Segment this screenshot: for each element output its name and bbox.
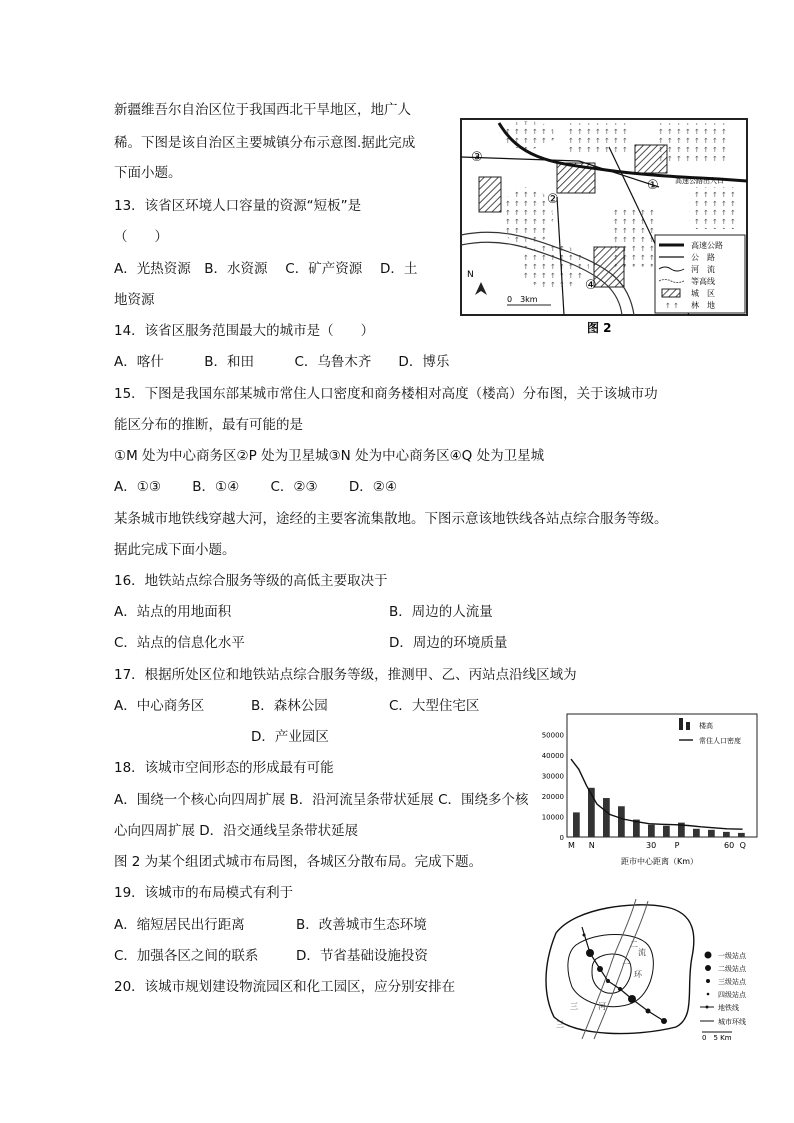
- question-19-option-a: A．缩短居民出行距离: [114, 917, 245, 933]
- height-bar: [618, 806, 625, 837]
- svg-text:高速公路: 高速公路: [691, 241, 723, 250]
- height-bar: [708, 830, 715, 837]
- intro-line-1: 新疆维吾尔自治区位于我国西北干旱地区，地广人: [114, 102, 411, 118]
- north-arrow-label: N: [467, 270, 474, 280]
- svg-text:河 流: 河 流: [691, 265, 715, 274]
- svg-text:河: 河: [598, 1002, 606, 1011]
- question-17-option-d: D．产业园区: [251, 729, 329, 745]
- svg-text:三: 三: [570, 1002, 578, 1011]
- svg-text:林 地: 林 地: [691, 301, 715, 310]
- question-13: 13．该省区环境人口容量的资源“短板”是: [114, 198, 362, 214]
- height-bar: [648, 825, 655, 837]
- question-18-options: A．围绕一个核心向四周扩展 B．沿河流呈条带状延展 C．围绕多个核: [114, 792, 529, 808]
- question-19-option-c: C．加强各区之间的联系: [114, 948, 259, 964]
- question-16-option-b: B．周边的人流量: [389, 604, 493, 620]
- svg-text:公 路: 公 路: [691, 253, 715, 262]
- x-tick-label: P: [674, 841, 680, 850]
- question-17-option-c: C．大型住宅区: [389, 698, 480, 714]
- question-13-bracket: （ ）: [114, 229, 168, 245]
- intro-line-4: 某条城市地铁线穿越大河，途经的主要客流集散地。下图示意该地铁线各站点综合服务等级。: [114, 511, 668, 527]
- question-17-option-a: A．中心商务区: [114, 698, 205, 714]
- question-16: 16．地铁站点综合服务等级的高低主要取决于: [114, 573, 388, 589]
- svg-text:↑ ↑: ↑ ↑: [665, 302, 679, 310]
- x-tick-label: N: [588, 841, 595, 850]
- x-tick-label: Q: [739, 841, 746, 850]
- question-18: 18．该城市空间形态的形成最有可能: [114, 760, 334, 776]
- x-tick-label: 60: [724, 841, 735, 850]
- question-14-options: A．喀什 B．和田 C．乌鲁木齐 D．博乐: [114, 354, 450, 370]
- y-tick-label: 0: [559, 834, 564, 842]
- question-16-option-c: C．站点的信息化水平: [114, 635, 245, 651]
- svg-text:二级站点: 二级站点: [718, 965, 746, 973]
- svg-text:地铁线: 地铁线: [718, 1004, 739, 1012]
- svg-text:二: 二: [630, 940, 638, 949]
- legend-bar-label: 楼高: [699, 722, 713, 730]
- chart-x-axis-label: 距市中心距离（Km）: [621, 857, 699, 866]
- svg-text:流: 流: [638, 948, 646, 957]
- question-16-option-a: A．站点的用地面积: [114, 604, 232, 620]
- height-bar: [573, 812, 580, 837]
- question-15-cont: 能区分布的推断，最有可能的是: [114, 417, 303, 433]
- legend-line-label: 常住人口密度: [699, 737, 741, 745]
- map-caption: 图 2: [587, 321, 612, 335]
- svg-text:①: ①: [647, 178, 659, 193]
- intro-line-5: 据此完成下面小题。: [114, 542, 236, 558]
- svg-text:等高线: 等高线: [691, 277, 715, 286]
- intro-line-6: 图 2 为某个组团式城市布局图，各城区分散布局。完成下题。: [114, 854, 483, 870]
- intro-line-2: 稀。下图是该自治区主要城镇分布示意图.据此完成: [114, 135, 416, 151]
- question-19: 19．该城市的布局模式有利于: [114, 885, 294, 901]
- y-tick-label: 20000: [541, 793, 564, 801]
- question-19-option-b: B．改善城市生态环境: [296, 917, 427, 933]
- question-13-options-cont: 地资源: [114, 292, 155, 308]
- question-16-option-d: D．周边的环境质量: [389, 635, 508, 651]
- city-layout-map: [459, 117, 749, 337]
- height-bar: [723, 832, 730, 837]
- svg-text:四级站点: 四级站点: [718, 991, 746, 999]
- svg-text:三级站点: 三级站点: [718, 978, 746, 986]
- metro-stations: [583, 934, 668, 1025]
- svg-text:城市环线: 城市环线: [718, 1018, 746, 1026]
- svg-text:环: 环: [634, 970, 642, 979]
- question-15-options: A．①③ B．①④ C．②③ D．②④: [114, 479, 398, 495]
- svg-text:三: 三: [556, 1020, 564, 1029]
- question-14: 14．该省区服务范围最大的城市是（ ）: [114, 323, 375, 339]
- y-tick-label: 30000: [541, 772, 564, 781]
- question-20: 20．该城市规划建设物流园区和化工园区，应分别安排在: [114, 979, 456, 995]
- question-15: 15．下图是我国东部某城市常住人口密度和商务楼相对高度（楼高）分布图，关于该城市功: [114, 386, 658, 402]
- question-17-option-b: B．森林公园: [251, 698, 328, 714]
- svg-text:城 区: 城 区: [691, 289, 715, 298]
- question-18-options-cont: 心向四周扩展 D．沿交通线呈条带状延展: [114, 823, 359, 839]
- x-tick-label: M: [568, 841, 575, 850]
- height-bar: [603, 798, 610, 837]
- map-legend: [655, 235, 745, 313]
- y-tick-label: 10000: [541, 813, 564, 822]
- svg-text:④: ④: [585, 278, 597, 293]
- river: [582, 899, 636, 1039]
- svg-text:一: 一: [622, 960, 630, 969]
- metro-line-map: [536, 897, 762, 1042]
- svg-text:②: ②: [547, 192, 559, 207]
- y-tick-label: 40000: [541, 752, 564, 760]
- svg-text:0 5 Km: 0 5 Km: [702, 1034, 732, 1042]
- question-17: 17．根据所处区位和地铁站点综合服务等级，推测甲、乙、丙站点沿线区域为: [114, 667, 577, 683]
- x-tick-label: 30: [646, 841, 657, 850]
- intro-line-3: 下面小题。: [114, 165, 182, 181]
- height-bar: [663, 826, 670, 837]
- density-height-chart: [533, 712, 761, 870]
- height-bar: [693, 829, 700, 837]
- question-13-options: A．光热资源 B．水资源 C．矿产资源 D．土: [114, 261, 418, 277]
- question-15-statements: ①M 处为中心商务区②P 处为卫星城③N 处为中心商务区④Q 处为卫星城: [114, 448, 545, 464]
- y-tick-label: 50000: [541, 731, 564, 740]
- metro-legend: [700, 951, 747, 1042]
- height-bar: [738, 833, 745, 837]
- svg-text:③: ③: [471, 150, 483, 165]
- question-19-option-d: D．节省基础设施投资: [296, 948, 428, 964]
- map-scale: 0 3km: [507, 295, 538, 304]
- svg-text:一级站点: 一级站点: [718, 952, 746, 960]
- exit-label: 高速公路出入口: [675, 177, 724, 185]
